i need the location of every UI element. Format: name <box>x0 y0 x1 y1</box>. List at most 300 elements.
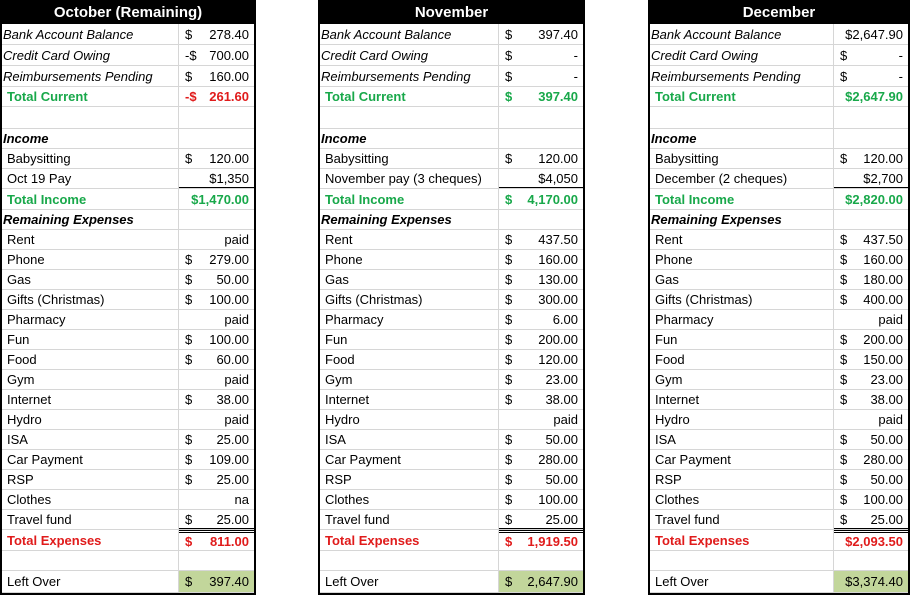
amount: 109.00 <box>209 452 249 467</box>
income-header-row-label[interactable]: Income <box>320 129 499 148</box>
amount: paid <box>224 372 249 387</box>
value-cell[interactable] <box>179 490 254 509</box>
currency-symbol: $ <box>505 332 513 347</box>
currency-symbol: $ <box>840 452 848 467</box>
value-cell[interactable] <box>179 87 254 106</box>
month-block <box>318 0 585 595</box>
value-cell[interactable] <box>834 510 908 529</box>
blank-row-label[interactable] <box>650 107 834 128</box>
value-cell[interactable] <box>499 571 583 592</box>
expense-row <box>650 470 908 490</box>
reimbursements-row-label[interactable]: Reimbursements Pending <box>2 66 179 86</box>
expense-row-label[interactable]: Pharmacy <box>2 310 179 329</box>
expense-row <box>2 330 254 350</box>
empty-cell[interactable] <box>179 210 254 229</box>
expense-row <box>650 490 908 510</box>
currency-symbol: $ <box>840 272 848 287</box>
value-cell[interactable] <box>834 330 908 349</box>
value-cell[interactable] <box>179 66 254 86</box>
amount: 23.00 <box>545 372 578 387</box>
expense-row-label[interactable]: Pharmacy <box>320 310 499 329</box>
expense-row-label[interactable]: Fun <box>320 330 499 349</box>
currency-symbol: $ <box>840 432 848 447</box>
amount: 200.00 <box>538 332 578 347</box>
currency-symbol: $ <box>505 151 513 166</box>
currency-symbol: $ <box>185 252 193 267</box>
value-cell[interactable] <box>834 450 908 469</box>
currency-symbol: $ <box>505 252 513 267</box>
value-cell[interactable] <box>499 45 583 65</box>
amount: paid <box>553 412 578 427</box>
empty-cell[interactable] <box>499 107 583 128</box>
currency-symbol: $ <box>185 472 193 487</box>
currency-symbol: -$ <box>185 47 197 63</box>
amount: $3,374.40 <box>845 574 903 589</box>
expense-row <box>2 270 254 290</box>
value-cell[interactable] <box>499 66 583 86</box>
total-expenses-row-label[interactable]: Total Expenses <box>650 530 834 550</box>
currency-symbol: $ <box>505 232 513 247</box>
income-row-label[interactable]: December (2 cheques) <box>650 169 834 188</box>
blank-row-label[interactable] <box>320 107 499 128</box>
currency-symbol: $ <box>840 511 848 527</box>
expense-row <box>650 510 908 530</box>
empty-cell[interactable] <box>179 107 254 128</box>
value-cell[interactable] <box>834 430 908 449</box>
amount: 23.00 <box>870 372 903 387</box>
total-current-row-label[interactable]: Total Current <box>2 87 179 106</box>
expense-row <box>320 410 583 430</box>
currency-symbol: $ <box>185 292 193 307</box>
currency-symbol: $ <box>840 68 848 84</box>
value-cell[interactable] <box>834 169 908 188</box>
blank-row-label[interactable] <box>320 551 499 570</box>
currency-symbol: $ <box>505 47 513 63</box>
empty-cell[interactable] <box>499 551 583 570</box>
expense-row-label[interactable]: ISA <box>650 430 834 449</box>
currency-symbol: $ <box>840 252 848 267</box>
credit-card-row-label[interactable]: Credit Card Owing <box>320 45 499 65</box>
total-expenses-row <box>2 530 254 551</box>
currency-symbol: $ <box>505 352 513 367</box>
expense-row-label[interactable]: Food <box>2 350 179 369</box>
value-cell[interactable] <box>499 189 583 209</box>
expense-row-label[interactable]: Internet <box>650 390 834 409</box>
value-cell[interactable] <box>179 390 254 409</box>
currency-symbol: $ <box>505 534 513 549</box>
total-income-row <box>650 189 908 210</box>
currency-symbol: $ <box>840 151 848 166</box>
value-cell[interactable] <box>834 370 908 389</box>
value-cell[interactable] <box>834 310 908 329</box>
bank-balance-row-label[interactable]: Bank Account Balance <box>2 24 179 44</box>
expense-row-label[interactable]: Gas <box>320 270 499 289</box>
expense-row-label[interactable]: Gym <box>2 370 179 389</box>
expense-row <box>2 430 254 450</box>
total-current-row-label[interactable]: Total Current <box>650 87 834 106</box>
total-expenses-row-label[interactable]: Total Expenses <box>320 530 499 550</box>
total-current-row-label[interactable]: Total Current <box>320 87 499 106</box>
credit-card-row <box>320 45 583 66</box>
amount: 50.00 <box>545 432 578 447</box>
income-row <box>2 149 254 169</box>
expense-row-label[interactable]: Car Payment <box>320 450 499 469</box>
value-cell[interactable] <box>179 370 254 389</box>
value-cell[interactable] <box>179 450 254 469</box>
expense-row <box>320 510 583 530</box>
currency-symbol: $ <box>505 511 513 527</box>
amount: $1,470.00 <box>191 191 249 207</box>
amount: 280.00 <box>863 452 903 467</box>
total-income-row-label[interactable]: Total Income <box>650 189 834 209</box>
value-cell[interactable] <box>499 470 583 489</box>
expense-row <box>2 350 254 370</box>
left-over-row-label[interactable]: Left Over <box>650 571 834 592</box>
value-cell[interactable] <box>179 250 254 269</box>
value-cell[interactable] <box>834 87 908 106</box>
expense-row-label[interactable]: Phone <box>320 250 499 269</box>
currency-symbol: $ <box>840 472 848 487</box>
amount: 38.00 <box>870 392 903 407</box>
value-cell[interactable] <box>499 450 583 469</box>
income-row-label[interactable]: Babysitting <box>320 149 499 168</box>
credit-card-row <box>2 45 254 66</box>
amount: paid <box>224 312 249 327</box>
value-cell[interactable] <box>179 24 254 44</box>
expense-row <box>650 350 908 370</box>
value-cell[interactable] <box>499 270 583 289</box>
expense-row-label[interactable]: Fun <box>2 330 179 349</box>
amount: 50.00 <box>870 432 903 447</box>
empty-cell[interactable] <box>179 129 254 148</box>
currency-symbol: $ <box>505 492 513 507</box>
income-header-row-label[interactable]: Income <box>2 129 179 148</box>
expense-row-label[interactable]: Rent <box>320 230 499 249</box>
value-cell[interactable] <box>179 410 254 429</box>
expense-row-label[interactable]: Phone <box>650 250 834 269</box>
month-title: October (Remaining) <box>2 0 254 24</box>
value-cell[interactable] <box>179 530 254 550</box>
total-expenses-row <box>650 530 908 551</box>
expense-row <box>320 370 583 390</box>
value-cell[interactable] <box>834 24 908 44</box>
expense-row-label[interactable]: ISA <box>2 430 179 449</box>
income-header-row <box>650 129 908 149</box>
value-cell[interactable] <box>499 350 583 369</box>
credit-card-row-label[interactable]: Credit Card Owing <box>2 45 179 65</box>
credit-card-row <box>650 45 908 66</box>
currency-symbol: $ <box>185 452 193 467</box>
currency-symbol: $ <box>505 68 513 84</box>
expense-row-label[interactable]: Phone <box>2 250 179 269</box>
amount: 397.40 <box>209 574 249 589</box>
expense-row <box>320 230 583 250</box>
blank-row-label[interactable] <box>650 551 834 570</box>
bank-balance-row-label[interactable]: Bank Account Balance <box>650 24 834 44</box>
income-row <box>2 169 254 189</box>
amount: paid <box>224 232 249 247</box>
amount: paid <box>878 312 903 327</box>
value-cell[interactable] <box>179 571 254 592</box>
value-cell[interactable] <box>179 169 254 188</box>
empty-cell[interactable] <box>834 210 908 229</box>
value-cell[interactable] <box>499 310 583 329</box>
amount: 38.00 <box>545 392 578 407</box>
income-row-label[interactable]: November pay (3 cheques) <box>320 169 499 188</box>
value-cell[interactable] <box>179 350 254 369</box>
expense-row-label[interactable]: Pharmacy <box>650 310 834 329</box>
currency-symbol: -$ <box>185 89 197 104</box>
value-cell[interactable] <box>499 330 583 349</box>
currency-symbol: $ <box>505 472 513 487</box>
expense-row-label[interactable]: Car Payment <box>650 450 834 469</box>
expense-row-label[interactable]: Car Payment <box>2 450 179 469</box>
value-cell[interactable] <box>179 290 254 309</box>
value-cell[interactable] <box>499 410 583 429</box>
expense-row-label[interactable]: Internet <box>2 390 179 409</box>
value-cell[interactable] <box>499 169 583 188</box>
value-cell[interactable] <box>179 270 254 289</box>
amount: 261.60 <box>209 89 249 104</box>
amount: 120.00 <box>863 151 903 166</box>
value-cell[interactable] <box>179 230 254 249</box>
value-cell[interactable] <box>834 571 908 592</box>
expenses-header-row-label[interactable]: Remaining Expenses <box>650 210 834 229</box>
income-row <box>650 149 908 169</box>
expense-row-label[interactable]: Gas <box>650 270 834 289</box>
blank-row <box>650 551 908 571</box>
expense-row <box>650 270 908 290</box>
expense-row-label[interactable]: Hydro <box>650 410 834 429</box>
expense-row-label[interactable]: Gas <box>2 270 179 289</box>
currency-symbol: $ <box>185 511 193 527</box>
expense-row-label[interactable]: RSP <box>650 470 834 489</box>
expense-row-label[interactable]: Clothes <box>650 490 834 509</box>
expense-row-label[interactable]: Clothes <box>320 490 499 509</box>
value-cell[interactable] <box>834 230 908 249</box>
value-cell[interactable] <box>179 330 254 349</box>
amount: 279.00 <box>209 252 249 267</box>
credit-card-row-label[interactable]: Credit Card Owing <box>650 45 834 65</box>
amount: 25.00 <box>545 511 578 527</box>
value-cell[interactable] <box>834 350 908 369</box>
value-cell[interactable] <box>834 290 908 309</box>
amount: 4,170.00 <box>527 191 578 207</box>
value-cell[interactable] <box>834 149 908 168</box>
expense-row <box>2 470 254 490</box>
expense-row <box>320 250 583 270</box>
value-cell[interactable] <box>179 189 254 209</box>
income-header-row-label[interactable]: Income <box>650 129 834 148</box>
currency-symbol: $ <box>840 372 848 387</box>
reimbursements-row <box>650 66 908 87</box>
amount: 100.00 <box>209 292 249 307</box>
expense-row-label[interactable]: Travel fund <box>2 510 179 529</box>
value-cell[interactable] <box>179 45 254 65</box>
amount: 100.00 <box>538 492 578 507</box>
amount: 200.00 <box>863 332 903 347</box>
currency-symbol: $ <box>185 68 193 84</box>
expense-row-label[interactable]: Clothes <box>2 490 179 509</box>
expenses-header-row-label[interactable]: Remaining Expenses <box>2 210 179 229</box>
blank-row-label[interactable] <box>2 107 179 128</box>
value-cell[interactable] <box>499 370 583 389</box>
expense-row-label[interactable]: RSP <box>2 470 179 489</box>
amount: 130.00 <box>538 272 578 287</box>
currency-symbol: $ <box>505 272 513 287</box>
value-cell[interactable] <box>499 24 583 44</box>
amount: 160.00 <box>209 68 249 84</box>
amount: - <box>898 47 903 63</box>
expense-row-label[interactable]: Travel fund <box>650 510 834 529</box>
expense-row-label[interactable]: RSP <box>320 470 499 489</box>
value-cell[interactable] <box>834 45 908 65</box>
value-cell[interactable] <box>179 510 254 529</box>
expense-row-label[interactable]: Rent <box>650 230 834 249</box>
expense-row-label[interactable]: Food <box>320 350 499 369</box>
value-cell[interactable] <box>499 230 583 249</box>
amount: $1,350 <box>209 170 249 186</box>
value-cell[interactable] <box>834 390 908 409</box>
total-income-row-label[interactable]: Total Income <box>2 189 179 209</box>
value-cell[interactable] <box>499 430 583 449</box>
total-expenses-row-label[interactable]: Total Expenses <box>2 530 179 550</box>
value-cell[interactable] <box>499 87 583 106</box>
income-row <box>320 149 583 169</box>
empty-cell[interactable] <box>834 129 908 148</box>
expense-row-label[interactable]: Gym <box>650 370 834 389</box>
month-title: December <box>650 0 908 24</box>
amount: $2,093.50 <box>845 534 903 549</box>
value-cell[interactable] <box>499 390 583 409</box>
empty-cell[interactable] <box>834 551 908 570</box>
value-cell[interactable] <box>499 510 583 529</box>
income-header-row <box>2 129 254 149</box>
amount: $2,647.90 <box>845 89 903 104</box>
expense-row <box>320 330 583 350</box>
amount: 38.00 <box>216 392 249 407</box>
blank-row-label[interactable] <box>2 551 179 570</box>
value-cell[interactable] <box>179 430 254 449</box>
expense-row <box>2 250 254 270</box>
value-cell[interactable] <box>499 490 583 509</box>
month-block <box>648 0 910 595</box>
expense-row-label[interactable]: Gifts (Christmas) <box>2 290 179 309</box>
expense-row <box>650 290 908 310</box>
amount: 100.00 <box>209 332 249 347</box>
income-row-label[interactable]: Babysitting <box>2 149 179 168</box>
amount: paid <box>878 412 903 427</box>
amount: 60.00 <box>216 352 249 367</box>
value-cell[interactable] <box>834 270 908 289</box>
value-cell[interactable] <box>499 290 583 309</box>
empty-cell[interactable] <box>179 551 254 570</box>
amount: - <box>573 68 578 84</box>
currency-symbol: $ <box>185 272 193 287</box>
blank-row <box>650 107 908 129</box>
expense-row-label[interactable]: Rent <box>2 230 179 249</box>
value-cell[interactable] <box>834 530 908 550</box>
expense-row <box>320 450 583 470</box>
income-row-label[interactable]: Babysitting <box>650 149 834 168</box>
amount: 180.00 <box>863 272 903 287</box>
empty-cell[interactable] <box>499 210 583 229</box>
value-cell[interactable] <box>179 149 254 168</box>
value-cell[interactable] <box>834 189 908 209</box>
currency-symbol: $ <box>840 332 848 347</box>
expense-row-label[interactable]: Fun <box>650 330 834 349</box>
reimbursements-row-label[interactable]: Reimbursements Pending <box>650 66 834 86</box>
total-income-row <box>320 189 583 210</box>
currency-symbol: $ <box>840 232 848 247</box>
expense-row-label[interactable]: Gifts (Christmas) <box>320 290 499 309</box>
value-cell[interactable] <box>499 250 583 269</box>
left-over-row-label[interactable]: Left Over <box>2 571 179 592</box>
expense-row <box>650 390 908 410</box>
reimbursements-row <box>320 66 583 87</box>
expense-row-label[interactable]: Gym <box>320 370 499 389</box>
value-cell[interactable] <box>834 470 908 489</box>
expenses-header-row-label[interactable]: Remaining Expenses <box>320 210 499 229</box>
expense-row <box>320 310 583 330</box>
currency-symbol: $ <box>185 332 193 347</box>
bank-balance-row <box>650 24 908 45</box>
value-cell[interactable] <box>179 470 254 489</box>
value-cell[interactable] <box>179 310 254 329</box>
amount: $2,647.90 <box>845 26 903 42</box>
value-cell[interactable] <box>834 66 908 86</box>
amount: 1,919.50 <box>527 534 578 549</box>
currency-symbol: $ <box>185 392 193 407</box>
expense-row <box>2 230 254 250</box>
currency-symbol: $ <box>505 372 513 387</box>
amount: 25.00 <box>216 472 249 487</box>
reimbursements-row-label[interactable]: Reimbursements Pending <box>320 66 499 86</box>
expense-row <box>320 470 583 490</box>
expense-row-label[interactable]: ISA <box>320 430 499 449</box>
currency-symbol: $ <box>185 26 193 42</box>
currency-symbol: $ <box>505 432 513 447</box>
expense-row-label[interactable]: Hydro <box>2 410 179 429</box>
expense-row-label[interactable]: Travel fund <box>320 510 499 529</box>
total-income-row-label[interactable]: Total Income <box>320 189 499 209</box>
income-row <box>650 169 908 189</box>
expense-row <box>650 310 908 330</box>
value-cell[interactable] <box>834 490 908 509</box>
expense-row <box>650 450 908 470</box>
empty-cell[interactable] <box>834 107 908 128</box>
value-cell[interactable] <box>834 250 908 269</box>
income-row <box>320 169 583 189</box>
expense-row-label[interactable]: Internet <box>320 390 499 409</box>
expense-row <box>650 250 908 270</box>
bank-balance-row-label[interactable]: Bank Account Balance <box>320 24 499 44</box>
expense-row-label[interactable]: Food <box>650 350 834 369</box>
amount: 100.00 <box>863 492 903 507</box>
left-over-row-label[interactable]: Left Over <box>320 571 499 592</box>
amount: 160.00 <box>863 252 903 267</box>
empty-cell[interactable] <box>499 129 583 148</box>
amount: na <box>234 492 249 507</box>
blank-row <box>2 107 254 129</box>
value-cell[interactable] <box>499 149 583 168</box>
income-row-label[interactable]: Oct 19 Pay <box>2 169 179 188</box>
expense-row-label[interactable]: Gifts (Christmas) <box>650 290 834 309</box>
expense-row-label[interactable]: Hydro <box>320 410 499 429</box>
value-cell[interactable] <box>499 530 583 550</box>
expense-row <box>2 370 254 390</box>
value-cell[interactable] <box>834 410 908 429</box>
